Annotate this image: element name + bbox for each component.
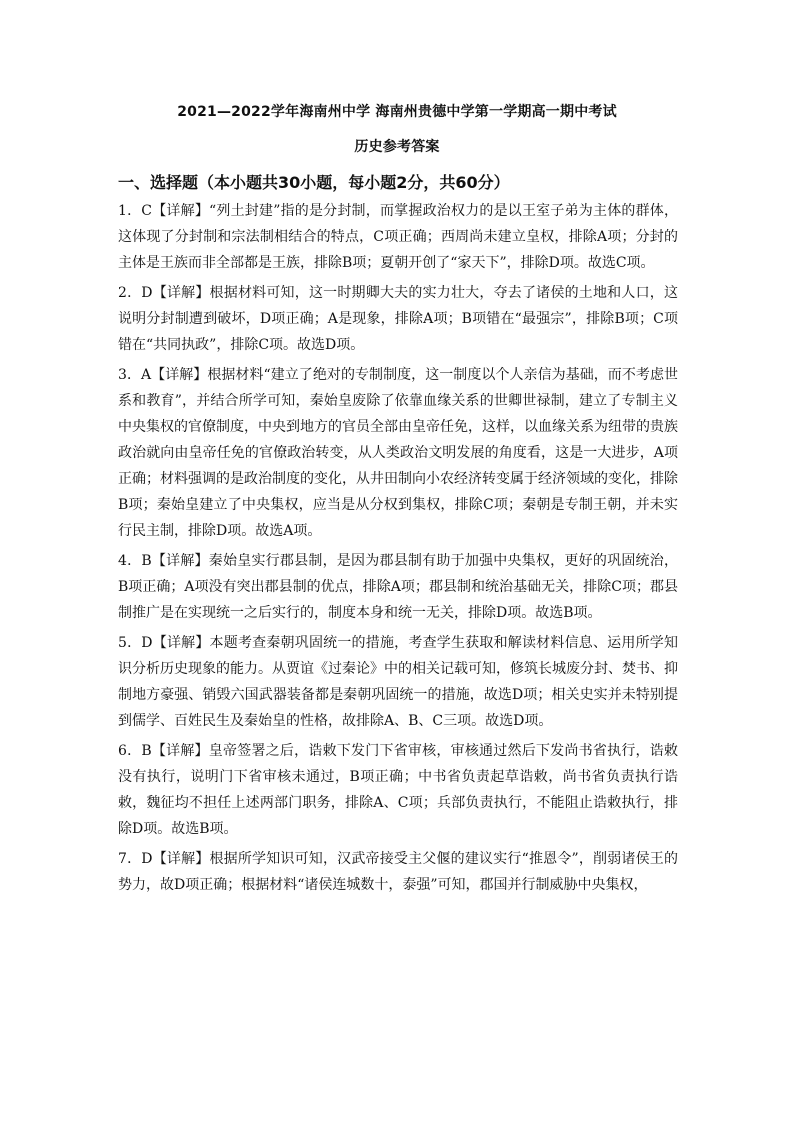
answer-item-1: 1．C【详解】“列土封建”指的是分封制，而掌握政治权力的是以王室子弟为主体的群体，这体现了分封制和宗法制相结合的特点，C项正确；西周尚未建立皇权，排除A项；分封的主体是王族而非全部都是王族，排除B项；夏朝开创了“家天下”，排除D项。故选C项。 <box>118 203 678 271</box>
answer-item-2: 2．D【详解】根据材料可知，这一时期卿大夫的实力壮大，夺去了诸侯的土地和人口，这说明分封制遭到破坏，D项正确；A是现象，排除A项；B项错在“最强宗”，排除B项；C项错在“共同执政”，排除C项。故选D项。 <box>118 285 678 353</box>
answer-item-3: 3．A【详解】根据材料“建立了绝对的专制制度，这一制度以个人亲信为基础，而不考虑世系和教育”，并结合所学可知，秦始皇废除了依靠血缘关系的世卿世禄制，建立了专制主义中央集权的官僚制度，中央到地方的官员全部由皇帝任免，这样，以血缘关系为纽带的贵族政治就向由皇帝任免的官僚政治转变，从人类政治文明发展的角度看，这是一大进步，A项正确；材料强调的是政治制度的变化，从井田制向小农经济转变属于经济领域的变化，排除B项；秦始皇建立了中央集权，应当是从分权到集权，排除C项；秦朝是专制王朝，并未实行民主制，排除D项。故选A项。 <box>118 367 678 539</box>
answer-item-5: 5．D【详解】本题考查秦朝巩固统一的措施，考查学生获取和解读材料信息、运用所学知识分析历史现象的能力。从贾谊《过秦论》中的相关记载可知，修筑长城废分封、焚书、抑制地方豪强、销毁六国武器装备都是秦朝巩固统一的措施，故选D项；相关史实并未特别提到儒学、百姓民生及秦始皇的性格，故排除A、B、C三项。故选D项。 <box>118 635 678 729</box>
section-heading: 一、选择题（本小题共30小题，每小题2分，共60分） <box>118 173 510 192</box>
answer-item-4: 4．B【详解】秦始皇实行郡县制，是因为郡县制有助于加强中央集权，更好的巩固统治，B项正确；A项没有突出郡县制的优点，排除A项；郡县制和统治基础无关，排除C项；郡县制推广是在实现统一之后实行的，制度本身和统一无关，排除D项。故选B项。 <box>118 553 678 621</box>
document-title: 2021—2022学年海南州中学 海南州贵德中学第一学期高一期中考试 <box>177 104 617 120</box>
answer-item-6: 6．B【详解】皇帝签署之后，诰敕下发门下省审核，审核通过然后下发尚书省执行，诰敕没有执行，说明门下省审核未通过，B项正确；中书省负责起草诰敕，尚书省负责执行诰敕，魏征均不担任上述两部门职务，排除A、C项；兵部负责执行，不能阻止诰敕执行，排除D项。故选B项。 <box>118 743 678 837</box>
document-subtitle: 历史参考答案 <box>354 139 440 155</box>
answer-item-7: 7．D【详解】根据所学知识可知，汉武帝接受主父偃的建议实行“推恩令”，削弱诸侯王的势力，故D项正确；根据材料“诸侯连城数十，泰强”可知，郡国并行制威胁中央集权， <box>118 851 678 893</box>
answer-list <box>118 198 678 902</box>
